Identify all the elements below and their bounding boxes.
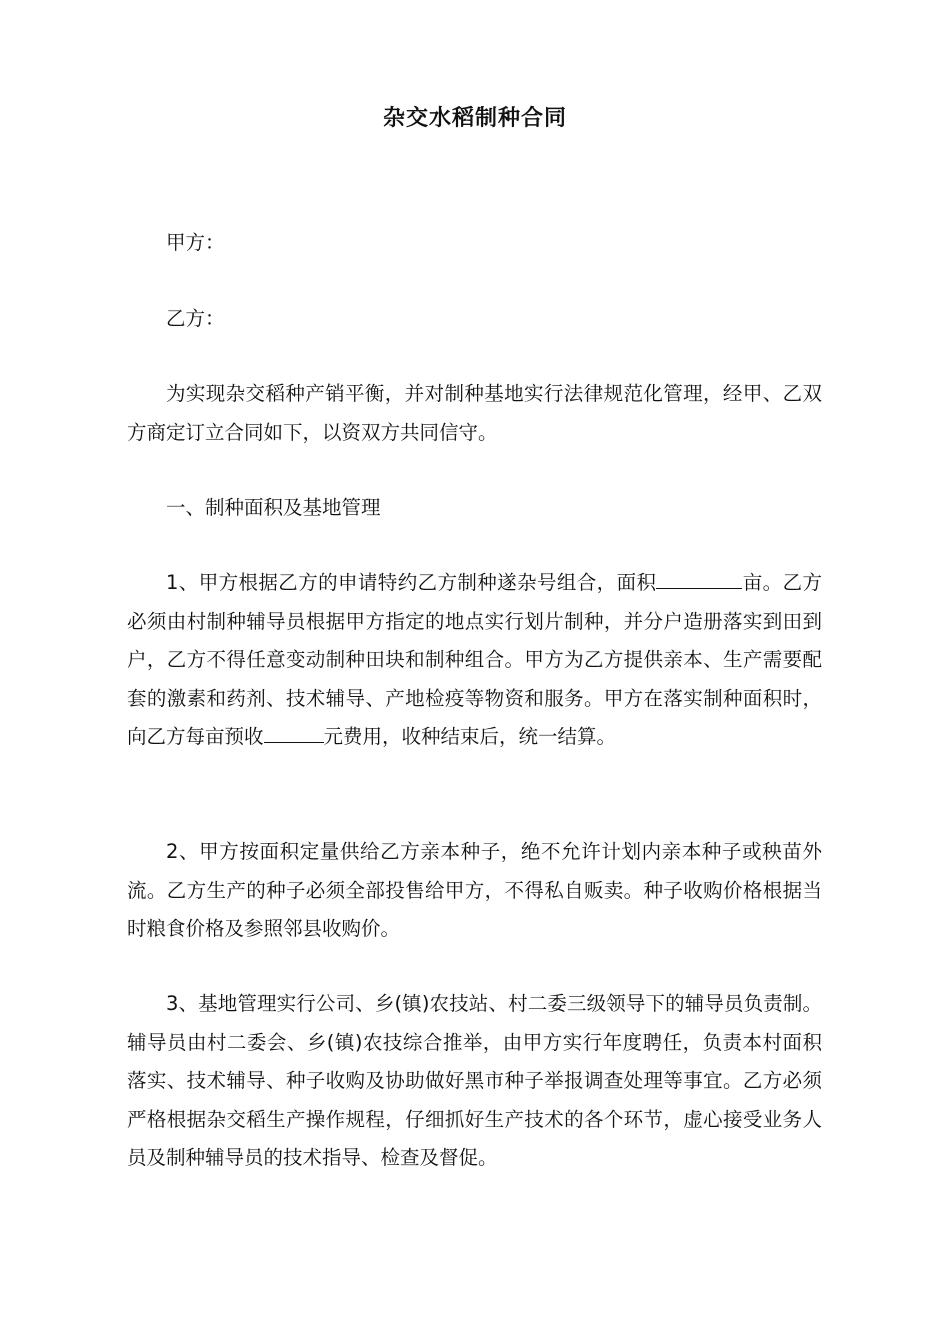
party-a-line: 甲方： [166, 231, 225, 254]
clause-3-paragraph: 3、基地管理实行公司、乡(镇)农技站、村二委三级领导下的辅导员负责制。辅导员由村二委会、乡(镇)农技综合推举，由甲方实行年度聘任，负责本村面积落实、技术辅导、种子收购及协助做好黑市种子举报调查处理等事宜。乙方必须严格根据杂交稻生产操作规程，仔细抓好生产技术的各个环节，虚心接受业务人员及制种辅导员的技术指导、检查及督促。 [127, 992, 822, 1169]
document-title: 杂交水稻制种合同 [382, 106, 567, 131]
clause-1-text-a: 1、甲方根据乙方的申请特约乙方制种遂杂号组合，面积 [166, 571, 657, 594]
party-b-line: 乙方： [166, 307, 225, 330]
preamble-paragraph: 为实现杂交稻种产销平衡，并对制种基地实行法律规范化管理，经甲、乙双方商定订立合同如下，以资双方共同信守。 [127, 382, 822, 444]
clause-1-text-c: 元费用，收种结束后，统一结算。 [323, 725, 617, 748]
section-heading: 一、制种面积及基地管理 [166, 496, 381, 519]
clause-2-paragraph: 2、甲方按面积定量供给乙方亲本种子，绝不允许计划内亲本种子或秧苗外流。乙方生产的种子必须全部投售给甲方，不得私自贩卖。种子收购价格根据当时粮食价格及参照邻县收购价。 [127, 840, 822, 940]
area-blank-field [656, 569, 742, 590]
clause-1-text-b: 亩。乙方必须由村制种辅导员根据甲方指定的地点实行划片制种，并分户造册落实到田到户，乙方不得任意变动制种田块和制种组合。甲方为乙方提供亲本、生产需要配套的激素和药剂、技术辅导、产地检疫等物资和服务。甲方在落实制种面积时，向乙方每亩预收 [127, 571, 822, 748]
fee-blank-field [264, 723, 324, 744]
clause-1-paragraph [127, 564, 822, 757]
